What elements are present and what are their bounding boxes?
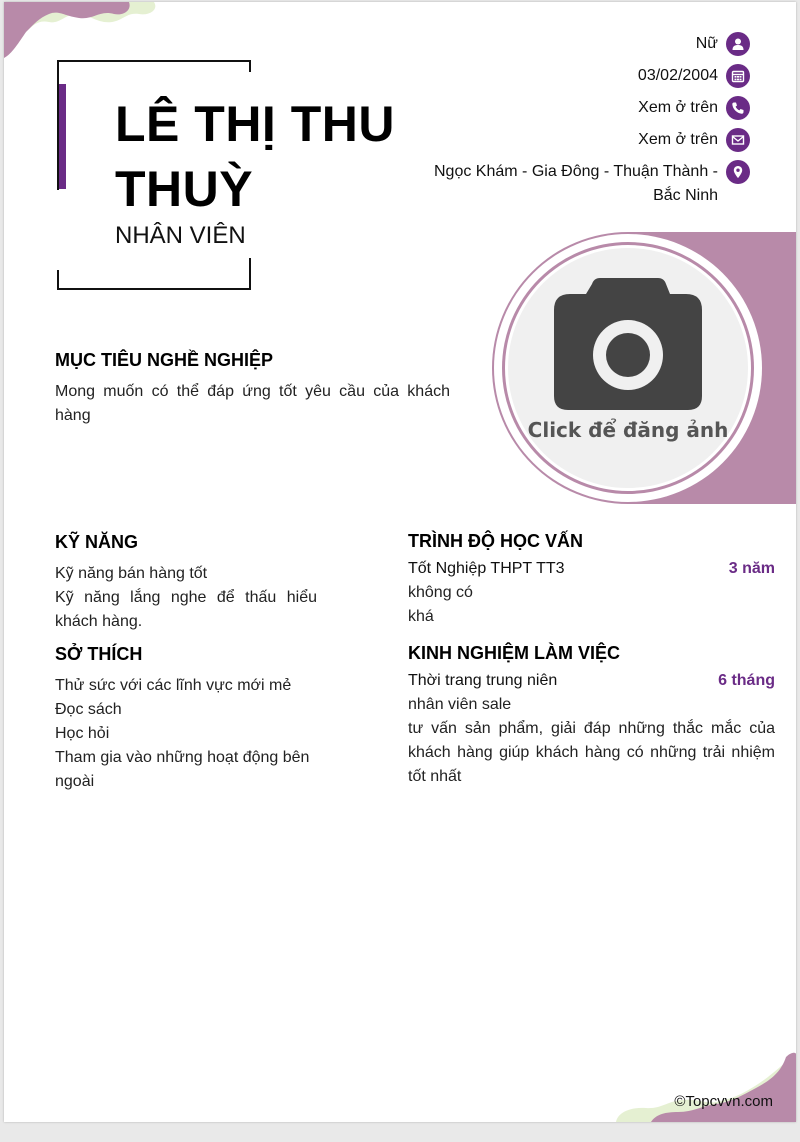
cv-page <box>4 2 796 1122</box>
decoration-top-left <box>4 2 164 62</box>
contact-address <box>420 160 750 208</box>
contact-info <box>420 32 750 216</box>
experience-company: Thời trang trung niên <box>408 672 558 689</box>
experience-title: KINH NGHIỆM LÀM VIỆC <box>408 643 621 663</box>
skills-section <box>55 530 317 634</box>
experience-section <box>408 641 775 789</box>
contact-gender-text: Nữ <box>695 35 718 52</box>
job-title: NHÂN VIÊN <box>115 222 246 249</box>
contact-email <box>420 128 750 152</box>
education-title: TRÌNH ĐỘ HỌC VẤN <box>408 531 583 551</box>
hobby-item: Tham gia vào những hoạt động bên ngoài <box>55 749 310 790</box>
hobby-item: Học hỏi <box>55 725 110 742</box>
experience-duration: 6 tháng <box>718 672 775 689</box>
contact-phone-text: Xem ở trên <box>638 99 718 116</box>
hobbies-title: SỞ THÍCH <box>55 644 143 664</box>
contact-address-text: Ngọc Khám - Gia Đông - Thuận Thành - Bắc Ninh <box>434 163 718 204</box>
camera-icon <box>554 278 702 410</box>
email-icon <box>726 128 750 152</box>
full-name: LÊ THỊ THU THUỲ <box>115 96 395 217</box>
contact-email-text: Xem ở trên <box>638 131 718 148</box>
profile-photo[interactable] <box>490 232 796 509</box>
location-icon <box>726 160 750 184</box>
hobby-item: Đọc sách <box>55 701 122 718</box>
education-duration: 3 năm <box>728 560 775 577</box>
education-description: khá <box>408 608 434 625</box>
contact-phone <box>420 96 750 120</box>
experience-position: nhân viên sale <box>408 696 512 713</box>
hobby-item: Thử sức với các lĩnh vực mới mẻ <box>55 677 292 694</box>
contact-birthday <box>420 64 750 88</box>
skill-item: Kỹ năng bán hàng tốt <box>55 565 208 582</box>
contact-birthday-text: 03/02/2004 <box>637 67 718 84</box>
education-school: Tốt Nghiệp THPT TT3 <box>408 560 565 577</box>
objective-title: MỤC TIÊU NGHỀ NGHIỆP <box>55 350 274 370</box>
phone-icon <box>726 96 750 120</box>
experience-description: tư vấn sản phẩm, giải đáp những thắc mắc của khách hàng giúp khách hàng có những trải nhiệm tốt nhất <box>408 720 775 785</box>
accent-bar <box>59 84 66 189</box>
photo-upload-label[interactable]: Click để đăng ảnh <box>527 418 729 442</box>
education-section <box>408 529 775 629</box>
contact-gender <box>420 32 750 56</box>
education-major: không có <box>408 584 473 601</box>
skill-item: Kỹ năng lắng nghe để thấu hiểu khách hàng. <box>55 589 317 630</box>
footer-brand: ©Topcvvn.com <box>674 1093 773 1110</box>
hobbies-section <box>55 642 317 794</box>
career-objective-section <box>55 348 450 428</box>
objective-text: Mong muốn có thể đáp ứng tốt yêu cầu của khách hàng <box>55 383 450 424</box>
calendar-icon <box>726 64 750 88</box>
decoration-bottom-right <box>606 1052 796 1122</box>
user-icon <box>726 32 750 56</box>
skills-title: KỸ NĂNG <box>55 532 139 552</box>
